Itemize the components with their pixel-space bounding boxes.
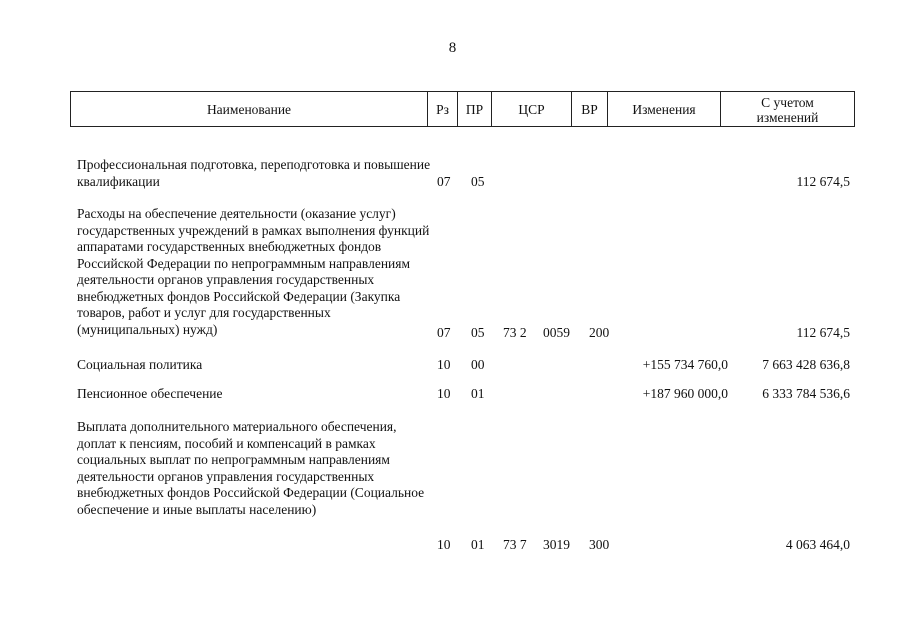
header-name: Наименование <box>71 92 428 126</box>
row-rz: 07 <box>437 174 451 189</box>
row-name: Расходы на обеспечение деятельности (оказание услуг) государственных учреждений в рамках выполнения функций аппаратами государственных внебюджетных фондов Российской Федерации по непрограммным направлениям деятельности органов управления государственных внебюджетных фондов Российской Федерации (Закупка товаров, работ и услуг для государственных (муниципальных) нужд) <box>77 206 430 337</box>
row-name: Профессиональная подготовка, переподготовка и повышение квалификации <box>77 157 431 189</box>
table-header <box>70 91 855 127</box>
table-row <box>0 419 905 559</box>
row-rz: 10 <box>437 357 451 372</box>
row-pr: 00 <box>471 357 485 372</box>
row-pr: 05 <box>471 174 485 189</box>
row-pr: 01 <box>471 386 485 401</box>
row-total: 112 674,5 <box>796 174 850 189</box>
header-changes: Изменения <box>608 92 721 126</box>
row-vr: 200 <box>589 325 610 340</box>
row-name: Социальная политика <box>77 357 203 372</box>
row-rz: 10 <box>437 386 451 401</box>
row-csr-code: 3019 <box>543 537 570 552</box>
header-vr: ВР <box>572 92 608 126</box>
row-total: 112 674,5 <box>796 325 850 340</box>
row-name: Выплата дополнительного материального обеспечения, доплат к пенсиям, пособий и компенсаций в рамках социальных выплат по непрограммным направлениям деятельности органов управления государственных внебюджетных фондов Российской Федерации (Социальное обеспечение и иные выплаты населению) <box>77 419 425 517</box>
row-total: 4 063 464,0 <box>785 537 850 552</box>
header-total <box>721 92 854 126</box>
row-csr-program: 73 2 <box>503 325 527 340</box>
header-rz: Рз <box>428 92 458 126</box>
row-changes: +187 960 000,0 <box>642 386 728 401</box>
row-pr: 01 <box>471 537 485 552</box>
row-changes: +155 734 760,0 <box>642 357 728 372</box>
table-row <box>0 206 905 346</box>
table-row <box>0 357 905 377</box>
row-vr: 300 <box>589 537 610 552</box>
table-row <box>0 386 905 406</box>
header-total-line2: изменений <box>756 109 819 125</box>
row-total: 7 663 428 636,8 <box>762 357 850 372</box>
row-total: 6 333 784 536,6 <box>762 386 850 401</box>
page-number: 8 <box>448 40 457 56</box>
header-pr: ПР <box>458 92 492 126</box>
row-rz: 07 <box>437 325 451 340</box>
row-csr-program: 73 7 <box>503 537 527 552</box>
row-pr: 05 <box>471 325 485 340</box>
table-row <box>0 157 905 197</box>
header-total-line1: С учетом <box>761 94 814 110</box>
header-csr: ЦСР <box>492 92 572 126</box>
row-rz: 10 <box>437 537 451 552</box>
row-csr-code: 0059 <box>543 325 570 340</box>
row-name: Пенсионное обеспечение <box>77 386 223 401</box>
